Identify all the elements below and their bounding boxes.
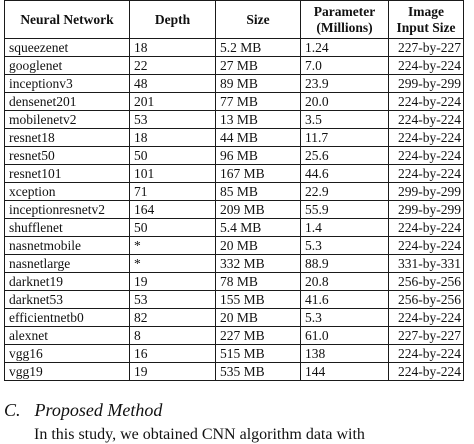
cell-depth: 16 — [130, 345, 216, 363]
cell-input-size: 224-by-224 — [389, 237, 464, 255]
table-row — [5, 93, 464, 111]
cell-network: alexnet — [5, 327, 130, 345]
cell-parameters: 23.9 — [301, 75, 389, 93]
cell-size: 13 MB — [216, 111, 301, 129]
cell-size: 77 MB — [216, 93, 301, 111]
cell-size: 89 MB — [216, 75, 301, 93]
cell-network: vgg16 — [5, 345, 130, 363]
cell-parameters: 138 — [301, 345, 389, 363]
cell-depth: 164 — [130, 201, 216, 219]
cell-network: inceptionresnetv2 — [5, 201, 130, 219]
table-row — [5, 309, 464, 327]
cell-input-size: 227-by-227 — [389, 327, 464, 345]
cnn-comparison-table — [4, 0, 464, 381]
header-size: Size — [216, 1, 301, 39]
cell-depth: 18 — [130, 129, 216, 147]
table-row — [5, 57, 464, 75]
cell-input-size: 299-by-299 — [389, 201, 464, 219]
cell-parameters: 61.0 — [301, 327, 389, 345]
cell-network: resnet101 — [5, 165, 130, 183]
cell-input-size: 224-by-224 — [389, 165, 464, 183]
cell-size: 227 MB — [216, 327, 301, 345]
cell-network: resnet18 — [5, 129, 130, 147]
cell-size: 85 MB — [216, 183, 301, 201]
cell-network: darknet53 — [5, 291, 130, 309]
cell-depth: 50 — [130, 219, 216, 237]
table-row — [5, 237, 464, 255]
table-row — [5, 363, 464, 381]
header-parameter-line2: (Millions) — [316, 19, 373, 35]
cell-input-size: 227-by-227 — [389, 39, 464, 57]
table-row — [5, 291, 464, 309]
cell-input-size: 224-by-224 — [389, 57, 464, 75]
cell-depth: 19 — [130, 363, 216, 381]
table-row — [5, 39, 464, 57]
cell-size: 515 MB — [216, 345, 301, 363]
cell-input-size: 224-by-224 — [389, 345, 464, 363]
header-depth: Depth — [130, 1, 216, 39]
cell-network: resnet50 — [5, 147, 130, 165]
cell-input-size: 224-by-224 — [389, 309, 464, 327]
body-text-line: In this study, we obtained CNN algorithm data with — [34, 426, 365, 443]
cell-input-size: 224-by-224 — [389, 147, 464, 165]
cell-parameters: 20.0 — [301, 93, 389, 111]
cell-network: vgg19 — [5, 363, 130, 381]
cell-network: efficientnetb0 — [5, 309, 130, 327]
cell-network: inceptionv3 — [5, 75, 130, 93]
cell-depth: 201 — [130, 93, 216, 111]
cell-network: shufflenet — [5, 219, 130, 237]
cell-input-size: 224-by-224 — [389, 111, 464, 129]
cell-parameters: 1.4 — [301, 219, 389, 237]
header-neural-network: Neural Network — [5, 1, 130, 39]
cell-size: 5.2 MB — [216, 39, 301, 57]
cell-network: nasnetlarge — [5, 255, 130, 273]
cell-depth: 71 — [130, 183, 216, 201]
table-row — [5, 129, 464, 147]
table-header — [5, 1, 464, 39]
cell-depth: 19 — [130, 273, 216, 291]
table-row — [5, 201, 464, 219]
cell-parameters: 5.3 — [301, 237, 389, 255]
section-number: C. — [4, 400, 21, 420]
cell-network: xception — [5, 183, 130, 201]
cell-network: darknet19 — [5, 273, 130, 291]
cell-parameters: 11.7 — [301, 129, 389, 147]
cell-input-size: 224-by-224 — [389, 129, 464, 147]
cell-input-size: 299-by-299 — [389, 75, 464, 93]
cell-parameters: 20.8 — [301, 273, 389, 291]
cell-parameters: 7.0 — [301, 57, 389, 75]
cell-size: 96 MB — [216, 147, 301, 165]
cell-parameters: 44.6 — [301, 165, 389, 183]
cell-parameters: 3.5 — [301, 111, 389, 129]
section-heading — [4, 400, 162, 420]
table-row — [5, 273, 464, 291]
table-row — [5, 345, 464, 363]
cell-depth: * — [130, 237, 216, 255]
cell-parameters: 144 — [301, 363, 389, 381]
header-row — [5, 1, 464, 39]
header-parameter — [301, 1, 389, 39]
table-row — [5, 327, 464, 345]
cell-input-size: 331-by-331 — [389, 255, 464, 273]
cell-size: 535 MB — [216, 363, 301, 381]
cell-input-size: 256-by-256 — [389, 273, 464, 291]
cell-size: 20 MB — [216, 237, 301, 255]
table-row — [5, 183, 464, 201]
cell-parameters: 5.3 — [301, 309, 389, 327]
cell-network: googlenet — [5, 57, 130, 75]
table-body — [5, 39, 464, 381]
cell-depth: 18 — [130, 39, 216, 57]
cell-depth: 82 — [130, 309, 216, 327]
cell-size: 332 MB — [216, 255, 301, 273]
cell-depth: * — [130, 255, 216, 273]
cell-size: 155 MB — [216, 291, 301, 309]
cell-size: 20 MB — [216, 309, 301, 327]
header-input-line2: Input Size — [396, 19, 456, 35]
cell-input-size: 224-by-224 — [389, 93, 464, 111]
cell-depth: 53 — [130, 291, 216, 309]
cell-depth: 8 — [130, 327, 216, 345]
table-row — [5, 165, 464, 183]
cell-size: 78 MB — [216, 273, 301, 291]
cell-size: 44 MB — [216, 129, 301, 147]
cell-parameters: 41.6 — [301, 291, 389, 309]
cell-parameters: 1.24 — [301, 39, 389, 57]
table-row — [5, 111, 464, 129]
cell-parameters: 55.9 — [301, 201, 389, 219]
header-input-line1: Image — [408, 3, 444, 19]
section-title: Proposed Method — [34, 400, 163, 420]
cell-size: 167 MB — [216, 165, 301, 183]
cell-input-size: 299-by-299 — [389, 183, 464, 201]
cell-depth: 101 — [130, 165, 216, 183]
header-parameter-line1: Parameter — [313, 3, 376, 19]
cell-network: squeezenet — [5, 39, 130, 57]
cell-network: nasnetmobile — [5, 237, 130, 255]
cell-depth: 53 — [130, 111, 216, 129]
cell-parameters: 22.9 — [301, 183, 389, 201]
header-image-input-size — [389, 1, 464, 39]
table-row — [5, 255, 464, 273]
cell-parameters: 88.9 — [301, 255, 389, 273]
cell-size: 5.4 MB — [216, 219, 301, 237]
cell-network: mobilenetv2 — [5, 111, 130, 129]
cell-input-size: 224-by-224 — [389, 219, 464, 237]
cell-parameters: 25.6 — [301, 147, 389, 165]
cell-depth: 50 — [130, 147, 216, 165]
cell-input-size: 224-by-224 — [389, 363, 464, 381]
cell-depth: 48 — [130, 75, 216, 93]
cell-size: 209 MB — [216, 201, 301, 219]
cell-input-size: 256-by-256 — [389, 291, 464, 309]
cell-depth: 22 — [130, 57, 216, 75]
table-row — [5, 147, 464, 165]
table-row — [5, 75, 464, 93]
table-row — [5, 219, 464, 237]
cell-size: 27 MB — [216, 57, 301, 75]
cell-network: densenet201 — [5, 93, 130, 111]
